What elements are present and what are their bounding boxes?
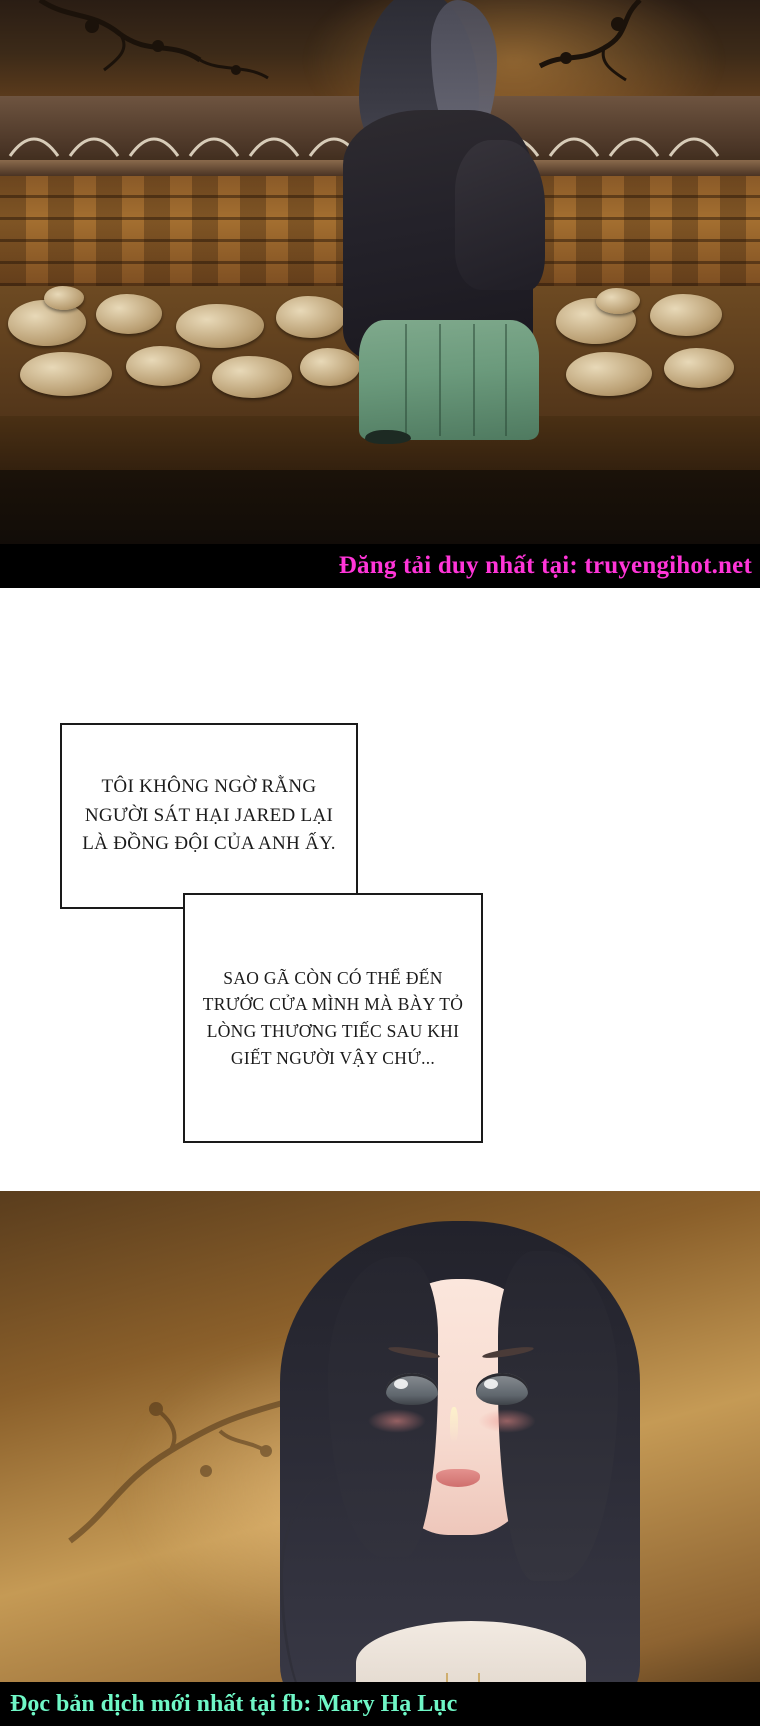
closeup-face-panel [0, 1191, 760, 1726]
blush-left [368, 1409, 426, 1433]
panel-gutter [0, 588, 760, 1191]
nose-highlight [450, 1407, 458, 1443]
speech-bubble-2-text: SAO GÃ CÒN CÓ THỂ ĐẾN TRƯỚC CỬA MÌNH MÀ BÀY TỎ LÒNG THƯƠNG TIẾC SAU KHI GIẾT NGƯỜI VẬY CHỨ... [202, 967, 464, 1068]
standing-woman [335, 0, 565, 460]
woman-shoe [365, 430, 411, 444]
blush-right [478, 1409, 536, 1433]
woman-skirt [359, 320, 539, 440]
eye-right [476, 1373, 528, 1405]
speech-bubble-1-text: TÔI KHÔNG NGỜ RẰNG NGƯỜI SÁT HẠI JARED LẠI LÀ ĐỒNG ĐỘI CỦA ANH ẤY. [82, 775, 336, 855]
watermark-banner-bottom [0, 1682, 760, 1726]
woman-closeup [270, 1221, 670, 1726]
watermark-banner-top [0, 544, 760, 588]
night-courtyard-panel [0, 0, 760, 588]
branch-shadow-icon [60, 1391, 300, 1551]
speech-bubble-2 [183, 893, 483, 1143]
watermark-bottom-text: Đọc bản dịch mới nhất tại fb: Mary Hạ Lục [10, 1690, 458, 1717]
speech-bubble-1 [60, 723, 358, 909]
watermark-top-text: Đăng tải duy nhất tại: truyengihot.net [338, 552, 752, 579]
eye-left [386, 1373, 438, 1405]
woman-sleeve [455, 140, 545, 290]
